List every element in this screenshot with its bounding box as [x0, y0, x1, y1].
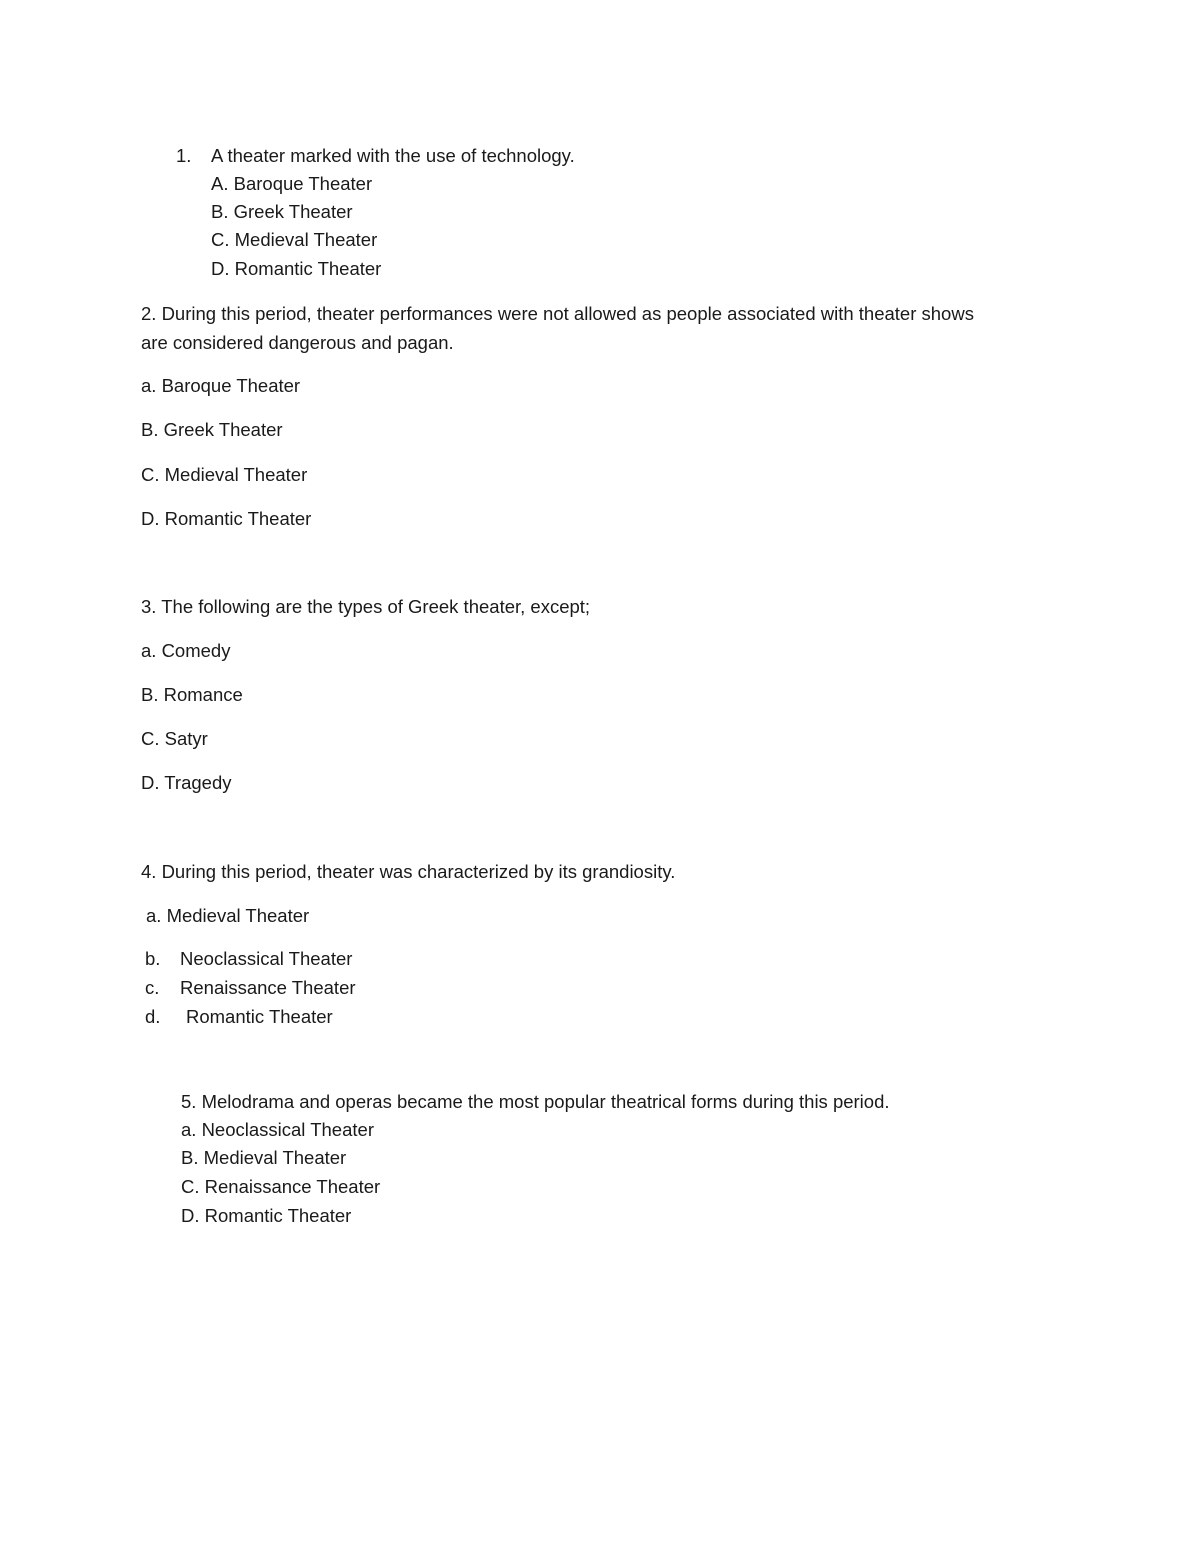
q2-option-c: C. Medieval Theater [141, 464, 308, 485]
q1-number: 1. [176, 145, 192, 166]
q3-text: 3. The following are the types of Greek theater, except; [141, 596, 591, 617]
q5-option-a: a. Neoclassical Theater [181, 1119, 374, 1140]
q3-option-d: D. Tragedy [141, 772, 232, 793]
q1-text: A theater marked with the use of technology. [211, 145, 575, 166]
q3-option-a: a. Comedy [141, 640, 231, 661]
q2-option-b: B. Greek Theater [141, 419, 283, 440]
q4-option-c-marker: c. [145, 977, 160, 998]
q3-option-b: B. Romance [141, 684, 243, 705]
q2-option-d: D. Romantic Theater [141, 508, 312, 529]
q5-text: 5. Melodrama and operas became the most popular theatrical forms during this period. [181, 1091, 890, 1112]
q2-text-line2: are considered dangerous and pagan. [141, 332, 454, 353]
q1-option-c: C. Medieval Theater [211, 229, 378, 250]
q4-option-d-label: Romantic Theater [186, 1006, 333, 1027]
q1-option-a: A. Baroque Theater [211, 173, 373, 194]
q5-option-d: D. Romantic Theater [181, 1205, 352, 1226]
q4-option-c-label: Renaissance Theater [180, 977, 356, 998]
q4-option-b-marker: b. [145, 948, 161, 969]
q1-option-d: D. Romantic Theater [211, 258, 382, 279]
q5-option-c: C. Renaissance Theater [181, 1176, 381, 1197]
q1-option-b: B. Greek Theater [211, 201, 353, 222]
q4-option-d-marker: d. [145, 1006, 161, 1027]
q5-option-b: B. Medieval Theater [181, 1147, 347, 1168]
q2-option-a: a. Baroque Theater [141, 375, 301, 396]
q3-option-c: C. Satyr [141, 728, 208, 749]
q4-option-a: a. Medieval Theater [146, 905, 310, 926]
q4-option-b-label: Neoclassical Theater [180, 948, 353, 969]
q2-text-line1: 2. During this period, theater performances were not allowed as people associated with theater shows [141, 303, 974, 324]
q4-text: 4. During this period, theater was characterized by its grandiosity. [141, 861, 676, 882]
